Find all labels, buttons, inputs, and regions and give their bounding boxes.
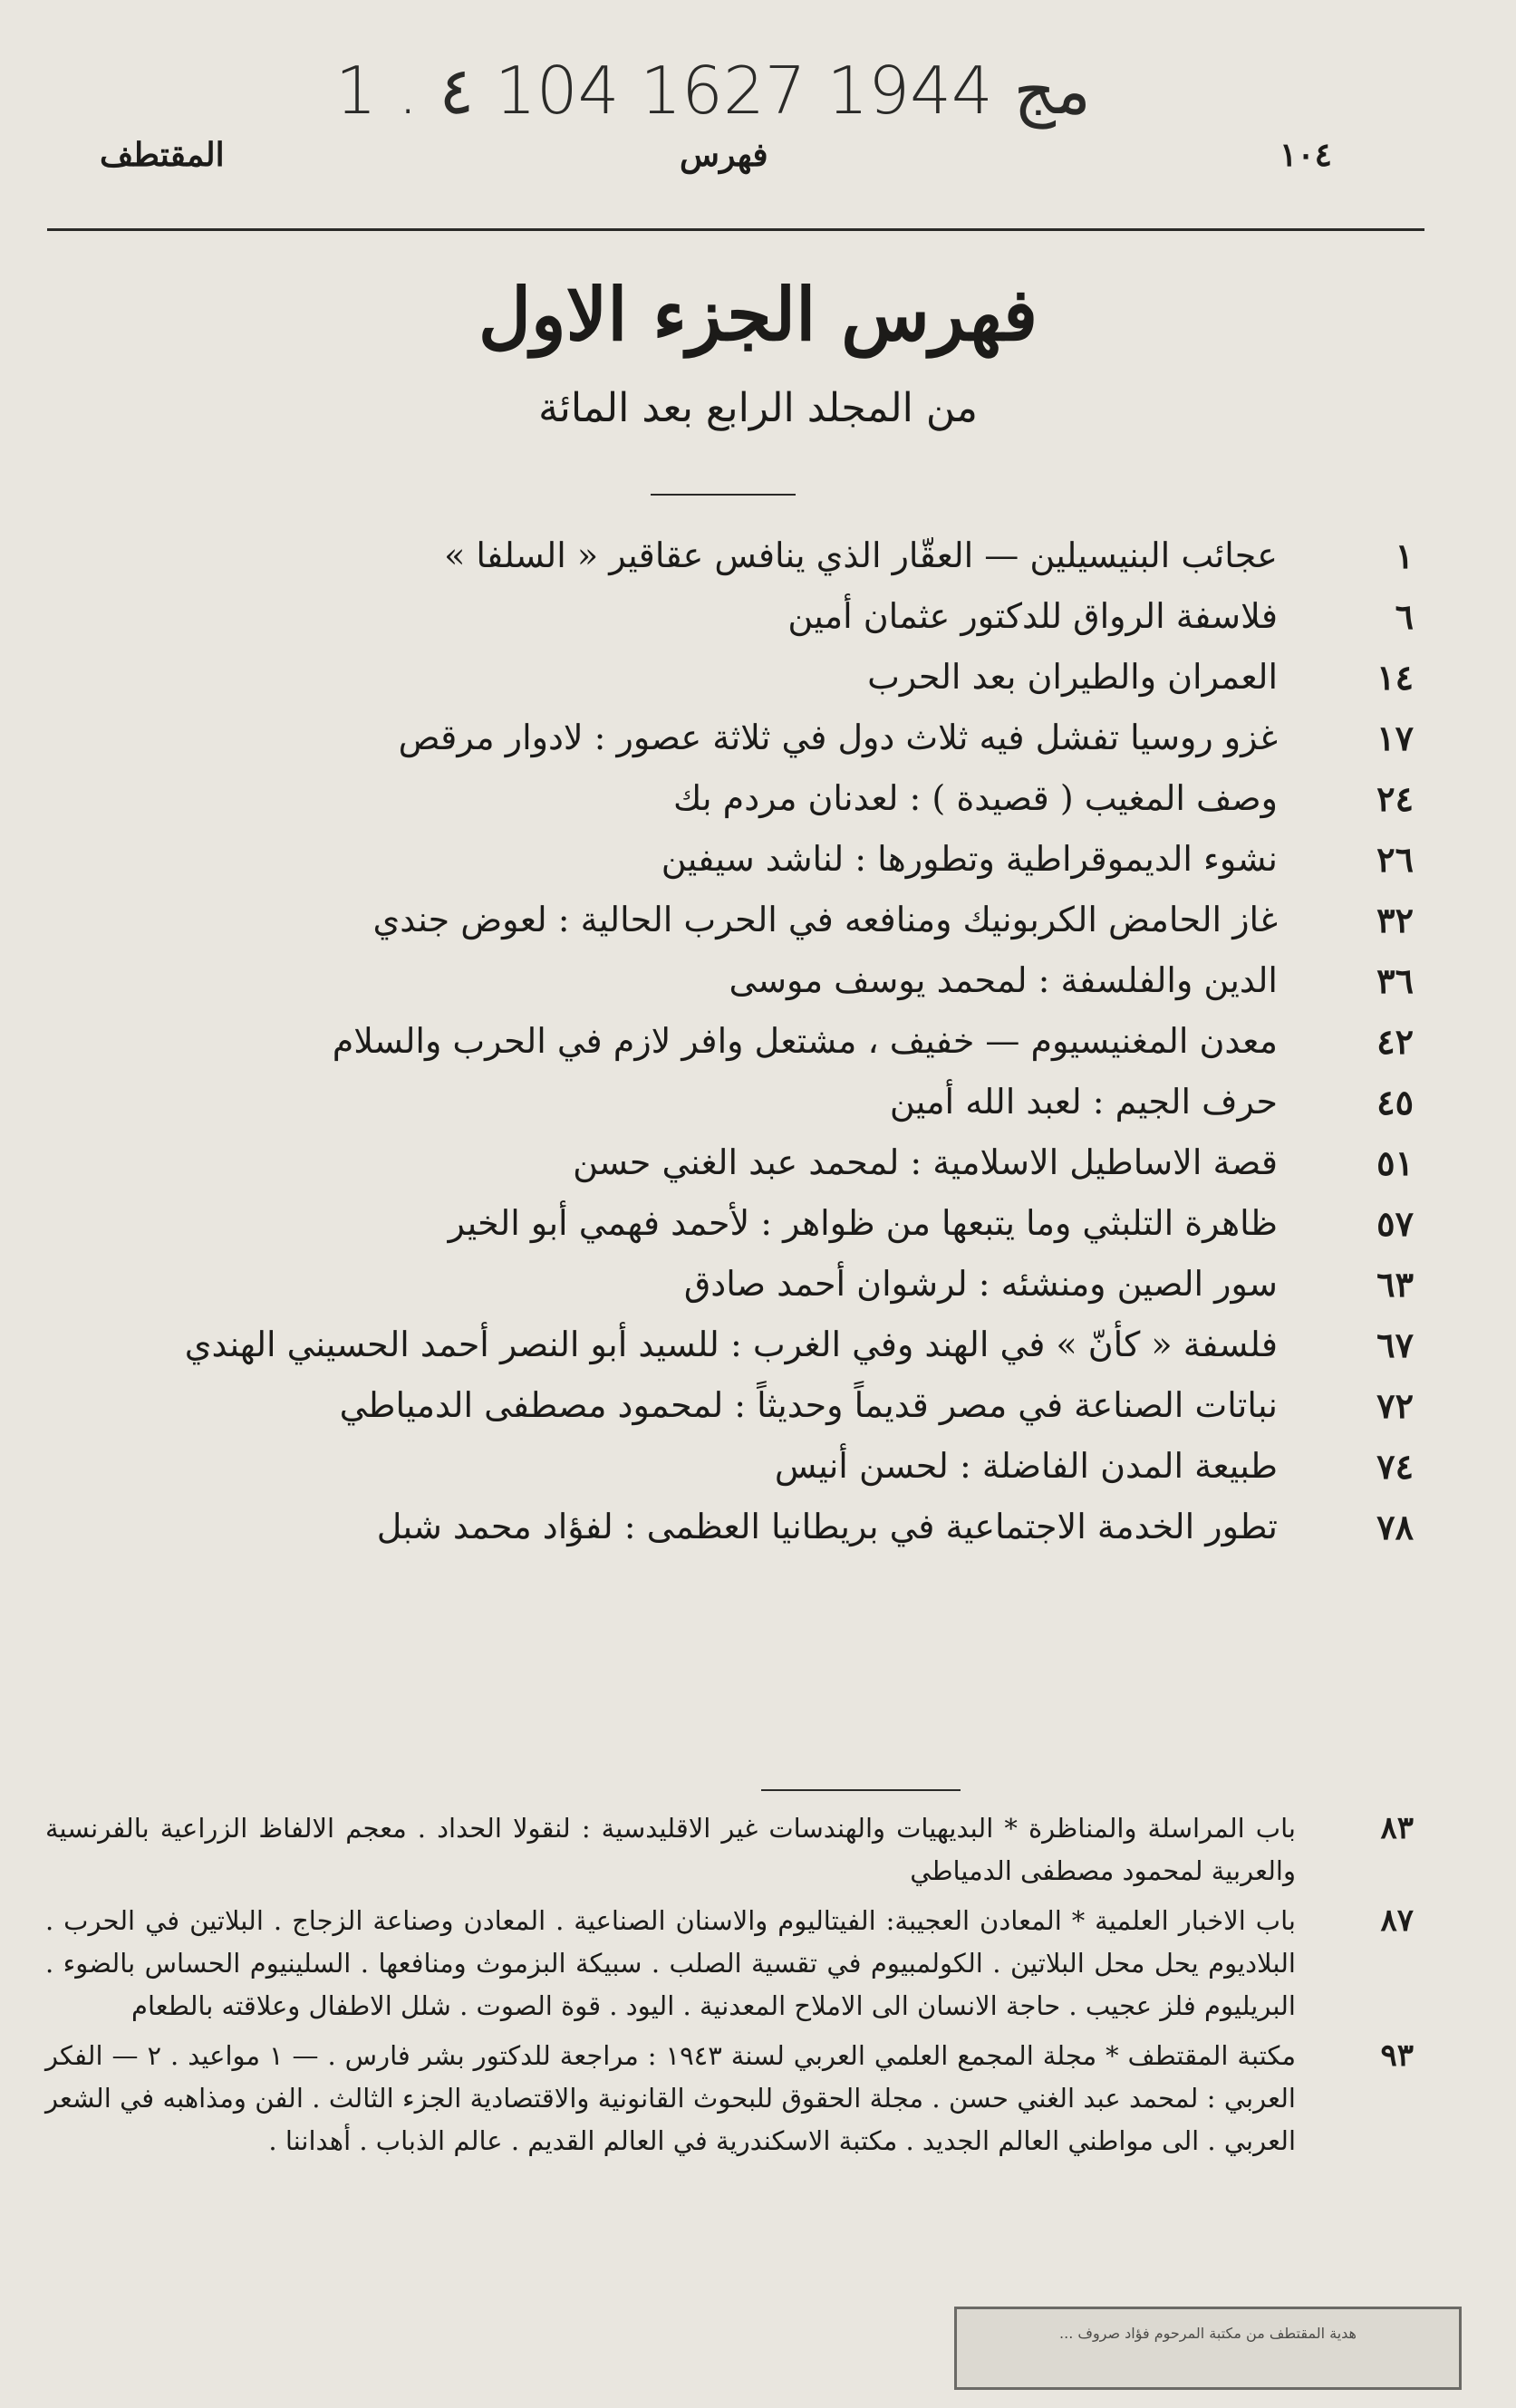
- toc-title: فلاسفة الرواق للدكتور عثمان أمين: [787, 596, 1278, 636]
- toc-page-number: ٢٦: [1376, 839, 1414, 880]
- running-head: [100, 136, 1332, 190]
- toc-entry: [109, 890, 1414, 950]
- toc-page-number: ٥١: [1376, 1142, 1414, 1183]
- section-entry: [45, 1807, 1414, 1893]
- running-head-page-number: ١٠٤: [1279, 136, 1332, 174]
- toc-page-number: ٧٤: [1376, 1446, 1414, 1487]
- toc-entry: [109, 1436, 1414, 1497]
- toc-page-number: ١٤: [1376, 657, 1414, 698]
- toc-title: طبيعة المدن الفاضلة : لحسن أنيس: [774, 1446, 1278, 1486]
- toc-entry: [109, 1315, 1414, 1375]
- running-head-journal: المقتطف: [100, 136, 225, 174]
- toc-page-number: ٢٤: [1376, 778, 1414, 819]
- toc-title: غزو روسيا تفشل فيه ثلاث دول في ثلاثة عصور : لادوار مرقص: [398, 718, 1278, 757]
- toc-page-number: ٣٢: [1376, 900, 1414, 940]
- toc-title: سور الصين ومنشئه : لرشوان أحمد صادق: [683, 1264, 1278, 1304]
- toc-page-number: ٦: [1395, 596, 1414, 637]
- section-entry: [45, 1900, 1414, 2028]
- toc-entry: [109, 586, 1414, 647]
- table-of-contents: [109, 525, 1414, 1557]
- toc-entry: [109, 1132, 1414, 1193]
- toc-page-number: ٧٨: [1376, 1507, 1414, 1547]
- section-entry: [45, 2035, 1414, 2162]
- section-text: باب المراسلة والمناظرة * البديهيات والهندسات غير الاقليدسية : لنقولا الحداد . معجم الالفاظ الزراعية بالفرنسية والعربية لمحمود مصطفى الدمياطي: [45, 1813, 1297, 1886]
- stamp-text: هدية المقتطف من مكتبة المرحوم فؤاد صروف ...: [1059, 2325, 1357, 2342]
- toc-page-number: ٦٧: [1376, 1324, 1414, 1365]
- section-divider: [761, 1789, 961, 1791]
- header-rule: [47, 228, 1424, 231]
- toc-title: الدين والفلسفة : لمحمد يوسف موسى: [729, 960, 1278, 1000]
- toc-title: تطور الخدمة الاجتماعية في بريطانيا العظمى : لفؤاد محمد شبل: [376, 1507, 1278, 1546]
- toc-entry: [109, 768, 1414, 829]
- toc-page-number: ٥٧: [1376, 1203, 1414, 1244]
- department-sections: [45, 1807, 1414, 2170]
- toc-title: ظاهرة التلبثي وما يتبعها من ظواهر : لأحمد فهمي أبو الخير: [448, 1203, 1278, 1243]
- toc-entry: [109, 708, 1414, 768]
- toc-entry: [109, 1193, 1414, 1254]
- toc-title: معدن المغنيسيوم — خفيف ، مشتعل وافر لازم في الحرب والسلام: [332, 1021, 1278, 1061]
- toc-entry: [109, 1072, 1414, 1132]
- toc-title: وصف المغيب ( قصيدة ) : لعدنان مردم بك: [673, 778, 1278, 818]
- toc-entry: [109, 1254, 1414, 1315]
- title-divider: [651, 494, 796, 496]
- toc-title: فلسفة « كأنّ » في الهند وفي الغرب : للسيد أبو النصر أحمد الحسيني الهندي: [184, 1324, 1278, 1364]
- section-page-number: ٨٧: [1380, 1902, 1414, 1939]
- toc-entry: [109, 1011, 1414, 1072]
- toc-title: غاز الحامض الكربونيك ومنافعه في الحرب الحالية : لعوض جندي: [372, 900, 1278, 939]
- running-head-section: فهرس: [680, 136, 768, 174]
- toc-entry: [109, 950, 1414, 1011]
- handwritten-catalog-note: 1 . ٤ 104 مج 1944 1627: [335, 53, 1091, 129]
- page-title: فهرس الجزء الاول: [478, 272, 1038, 357]
- page-subtitle: من المجلد الرابع بعد المائة: [538, 385, 978, 431]
- toc-page-number: ٦٣: [1376, 1264, 1414, 1305]
- toc-title: نشوء الديموقراطية وتطورها : لناشد سيفين: [661, 839, 1278, 879]
- toc-title: حرف الجيم : لعبد الله أمين: [889, 1082, 1278, 1122]
- library-stamp: [954, 2307, 1462, 2390]
- toc-title: العمران والطيران بعد الحرب: [867, 657, 1278, 697]
- toc-entry: [109, 1497, 1414, 1557]
- toc-entry: [109, 1375, 1414, 1436]
- toc-title: قصة الاساطيل الاسلامية : لمحمد عبد الغني حسن: [573, 1142, 1278, 1182]
- toc-page-number: ٤٥: [1376, 1082, 1414, 1122]
- toc-page-number: ٤٢: [1376, 1021, 1414, 1062]
- toc-title: نباتات الصناعة في مصر قديماً وحديثاً : لمحمود مصطفى الدمياطي: [339, 1385, 1278, 1425]
- section-text: باب الاخبار العلمية * المعادن العجيبة: الفيتاليوم والاسنان الصناعية . المعادن وصناعة الزجاج . البلاتين في الحرب . البلاديوم يحل محل البلاتين . الكولمبيوم في تقسية الصلب . سبيكة البزموث ومنافعها . السلينيوم الحساس بالضوء . البريليوم فلز عجيب . حاجة الانسان الى الاملاح المعدنية . اليود . قوة الصوت . شلل الاطفال وعلاقته بالطعام: [45, 1905, 1296, 2021]
- toc-title: عجائب البنيسيلين — العقّار الذي ينافس عقاقير « السلفا »: [444, 535, 1278, 575]
- toc-entry: [109, 829, 1414, 890]
- toc-page-number: ٧٢: [1376, 1385, 1414, 1426]
- section-page-number: ٩٣: [1380, 2037, 1414, 2074]
- toc-page-number: ١٧: [1376, 718, 1414, 758]
- toc-entry: [109, 647, 1414, 708]
- section-text: مكتبة المقتطف * مجلة المجمع العلمي العربي لسنة ١٩٤٣ : مراجعة للدكتور بشر فارس . — ١ مواعيد . ٢ — الفكر العربي : لمحمد عبد الغني حسن . مجلة الحقوق للبحوث القانونية والاقتصادية الجزء الثالث . الفن ومذاهبه في الشعر العربي . الى مواطني العالم الجديد . مكتبة الاسكندرية في العالم القديم . عالم الذباب . أهداننا .: [45, 2040, 1296, 2156]
- toc-page-number: ٣٦: [1376, 960, 1414, 1001]
- toc-page-number: ١: [1395, 535, 1414, 576]
- toc-entry: [109, 525, 1414, 586]
- section-page-number: ٨٣: [1380, 1810, 1414, 1846]
